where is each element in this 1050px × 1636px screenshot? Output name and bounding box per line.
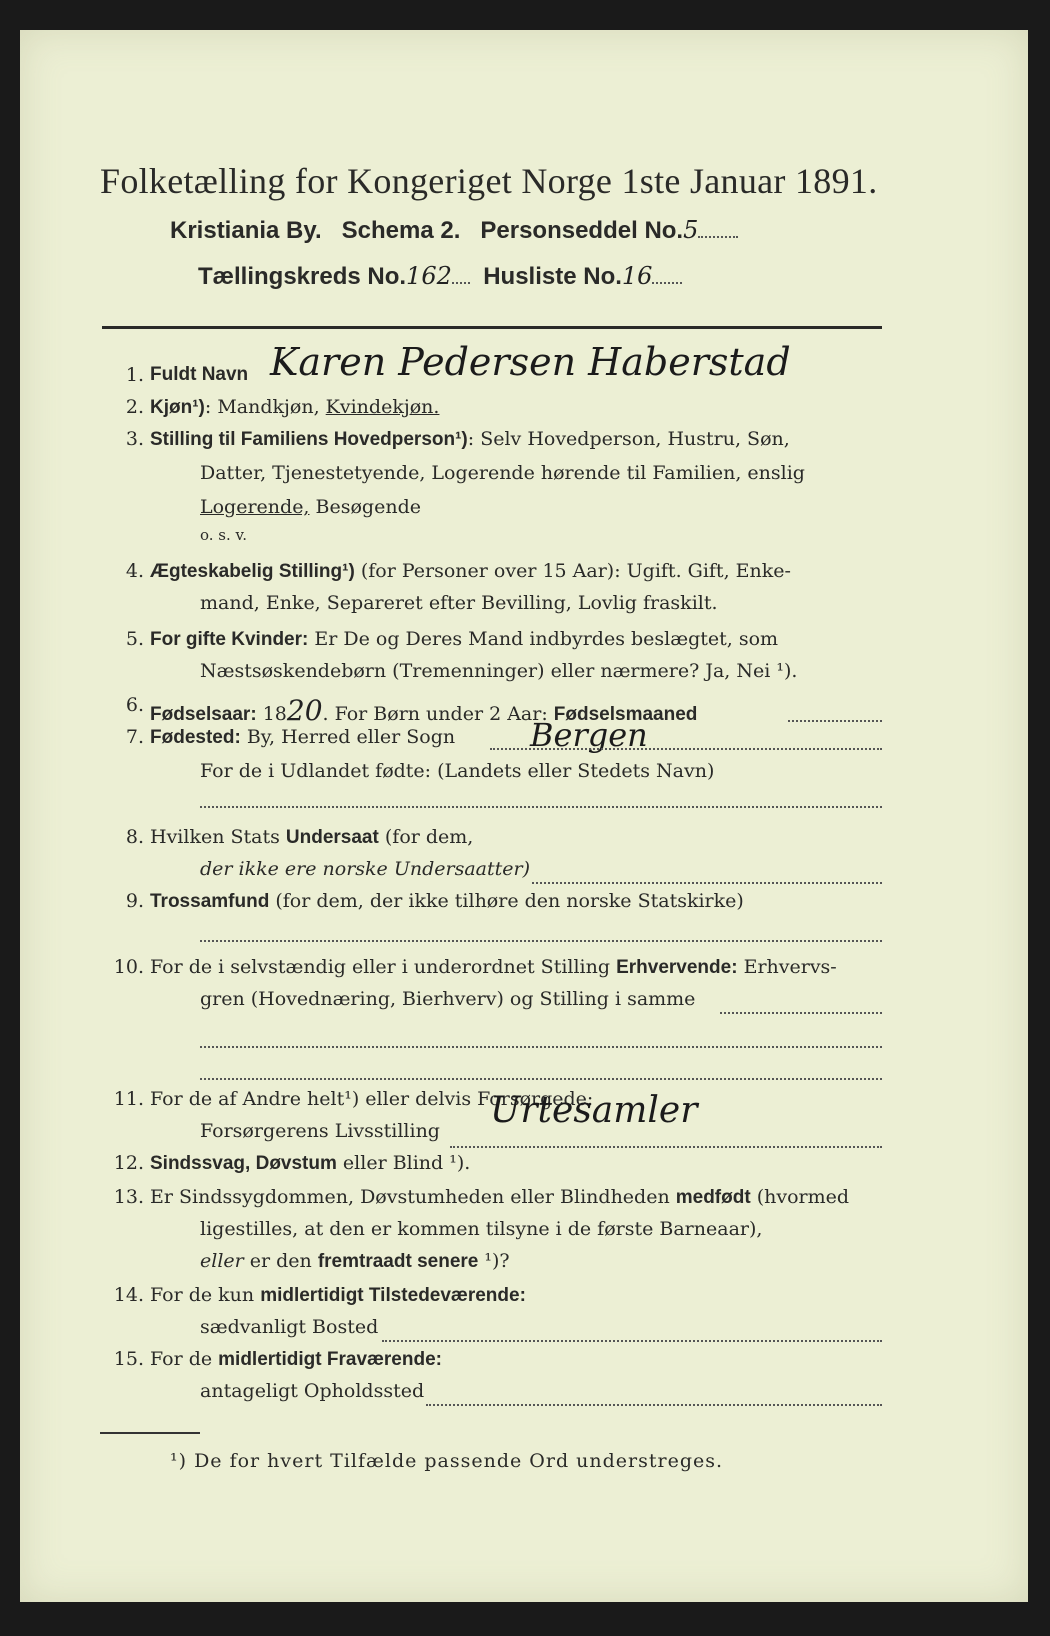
- personseddel-number: 5: [683, 216, 699, 244]
- item-label: midlertidigt Fraværende:: [218, 1349, 442, 1370]
- item-sublabel: Fødselsmaaned: [553, 704, 698, 725]
- item-text: [150, 560, 791, 583]
- item-number: 8.: [125, 826, 144, 848]
- item-text: [150, 1348, 442, 1371]
- item-number: 14.: [113, 1284, 144, 1306]
- item-label: Sindssvag, Døvstum: [150, 1153, 337, 1174]
- handwritten-year: 20: [286, 694, 323, 727]
- census-form: [20, 30, 1028, 1602]
- item-label: midlertidigt Tilstedeværende:: [260, 1285, 526, 1306]
- item-number: 6.: [125, 694, 144, 716]
- item-number: 3.: [125, 428, 144, 450]
- item-13-line3: [200, 1250, 510, 1273]
- item-label: Fødselsaar:: [150, 704, 257, 725]
- item-options: (for dem, der ikke tilhøre den norske Statskirke): [269, 890, 744, 912]
- item-11-line2: Forsørgerens Livsstilling: [200, 1120, 440, 1142]
- item-number: 13.: [113, 1186, 144, 1208]
- item-options: Er De og Deres Mand indbyrdes beslægtet, som: [308, 628, 779, 650]
- item-label: Erhvervende:: [616, 957, 738, 978]
- item-label: Ægteskabelig Stilling¹): [150, 561, 355, 582]
- item-text: [150, 826, 473, 849]
- selected-option: Kvindekjøn.: [325, 396, 440, 418]
- item-label: Kjøn¹): [150, 397, 205, 418]
- item-7-line2: For de i Udlandet fødte: (Landets eller Stedets Navn): [200, 760, 715, 782]
- item-number: 12.: [113, 1152, 144, 1174]
- item-text-pre: For de i selvstændig eller i underordnet Stilling: [150, 956, 617, 978]
- item-text-pre: Hvilken Stats: [150, 826, 286, 848]
- item-options: (for dem,: [378, 826, 474, 848]
- item-label: Stilling til Familiens Hovedperson¹): [150, 429, 468, 450]
- item-13-line2: ligestilles, at den er kommen tilsyne i de første Barneaar),: [200, 1218, 763, 1240]
- item-3-line2: Datter, Tjenestetyende, Logerende hørende til Familien, enslig: [200, 462, 805, 484]
- item-number: 5.: [125, 628, 144, 650]
- item-options: . For Børn under 2 Aar:: [322, 703, 554, 725]
- krets-line: [198, 262, 682, 291]
- item-3-line3: [200, 496, 421, 518]
- item-text: For de af Andre helt¹) eller delvis Forsørgede:: [150, 1088, 594, 1110]
- item-label: For gifte Kvinder:: [150, 629, 309, 650]
- item-8-line2: der ikke ere norske Undersaatter): [200, 858, 530, 880]
- dotted-line: [382, 1340, 882, 1342]
- year-prefix: 18: [256, 703, 287, 725]
- item-text: [150, 726, 455, 749]
- footnote: ¹) De for hvert Tilfælde passende Ord understreges.: [170, 1450, 724, 1472]
- krets-label: Tællingskreds No.: [198, 263, 407, 290]
- item-label: Undersaat: [285, 827, 379, 848]
- item-number: 1.: [125, 364, 144, 386]
- dotted-line: [200, 1046, 882, 1048]
- personseddel-label: Personseddel No.: [480, 217, 684, 244]
- dotted-line: [200, 806, 882, 808]
- dotted-line: [788, 720, 882, 722]
- item-number: 4.: [125, 560, 144, 582]
- item-number: 9.: [125, 890, 144, 912]
- item-text: er den: [243, 1250, 318, 1272]
- item-options: By, Herred eller Sogn: [240, 726, 456, 748]
- dotted-line: [720, 1012, 882, 1014]
- item-text: [150, 1186, 849, 1209]
- husliste-label: Husliste No.: [483, 263, 622, 290]
- footnote-rule: [100, 1432, 200, 1434]
- item-text-pre: For de: [150, 1348, 219, 1370]
- schema-line: [170, 216, 738, 245]
- item-number: 10.: [113, 956, 144, 978]
- handwritten-birthplace: Bergen: [530, 716, 648, 754]
- item-label: Fuldt Navn: [150, 364, 249, 385]
- handwritten-occupation: Urtesamler: [490, 1090, 698, 1131]
- item-text: [150, 396, 439, 419]
- item-label: Trossamfund: [150, 891, 270, 912]
- selected-option: Logerende,: [200, 496, 310, 518]
- dotted-line: [200, 1078, 882, 1080]
- handwritten-name: Karen Pedersen Haberstad: [270, 340, 791, 384]
- item-number: 2.: [125, 396, 144, 418]
- item-text: [150, 628, 778, 651]
- item-label: fremtraadt senere: [317, 1251, 479, 1272]
- dotted-line: [450, 1146, 882, 1148]
- item-label: medfødt: [675, 1187, 751, 1208]
- dotted-line: [532, 882, 882, 884]
- dotted-line: [490, 748, 882, 750]
- item-text: [150, 1284, 526, 1307]
- item-options: (for Personer over 15 Aar): Ugift. Gift, Enke-: [354, 560, 791, 582]
- item-10-line2: gren (Hovednæring, Bierhverv) og Stilling i samme: [200, 988, 696, 1010]
- item-text: [150, 1152, 470, 1175]
- item-15-line2: antageligt Opholdssted: [200, 1380, 425, 1402]
- form-title: Folketælling for Kongeriget Norge 1ste Januar 1891.: [100, 161, 878, 201]
- item-text: [150, 428, 790, 451]
- item-14-line2: sædvanligt Bosted: [200, 1316, 379, 1338]
- item-5-line2: Næstsøskendebørn (Tremenninger) eller nærmere? Ja, Nei ¹).: [200, 660, 798, 682]
- item-text-pre: Er Sindssygdommen, Døvstumheden eller Blindheden: [150, 1186, 676, 1208]
- header-rule: [102, 326, 882, 329]
- dotted-line: [426, 1404, 882, 1406]
- item-options: eller Blind ¹).: [336, 1152, 471, 1174]
- item-options: Erhvervs-: [737, 956, 837, 978]
- item-options: : Selv Hovedperson, Hustru, Søn,: [467, 428, 790, 450]
- item-number: 7.: [125, 726, 144, 748]
- schema-label: Schema 2.: [341, 217, 461, 244]
- item-text-italic: eller: [200, 1250, 244, 1272]
- item-text: [150, 956, 837, 979]
- item-options: : Mandkjøn,: [204, 396, 326, 418]
- city-label: Kristiania By.: [170, 217, 322, 244]
- item-3-line4: o. s. v.: [200, 526, 247, 544]
- item-options: (hvormed: [750, 1186, 850, 1208]
- dotted-line: [200, 940, 882, 942]
- item-text: ¹)?: [478, 1250, 510, 1272]
- item-label: Fødested:: [150, 727, 241, 748]
- item-options: Besøgende: [309, 496, 421, 518]
- item-text-pre: For de kun: [150, 1284, 261, 1306]
- krets-number: 162: [406, 262, 452, 290]
- husliste-number: 16: [621, 262, 653, 290]
- item-number: 11.: [113, 1088, 144, 1110]
- item-4-line2: mand, Enke, Separeret efter Bevilling, Lovlig fraskilt.: [200, 592, 718, 614]
- item-text: [150, 890, 744, 913]
- item-number: 15.: [113, 1348, 144, 1370]
